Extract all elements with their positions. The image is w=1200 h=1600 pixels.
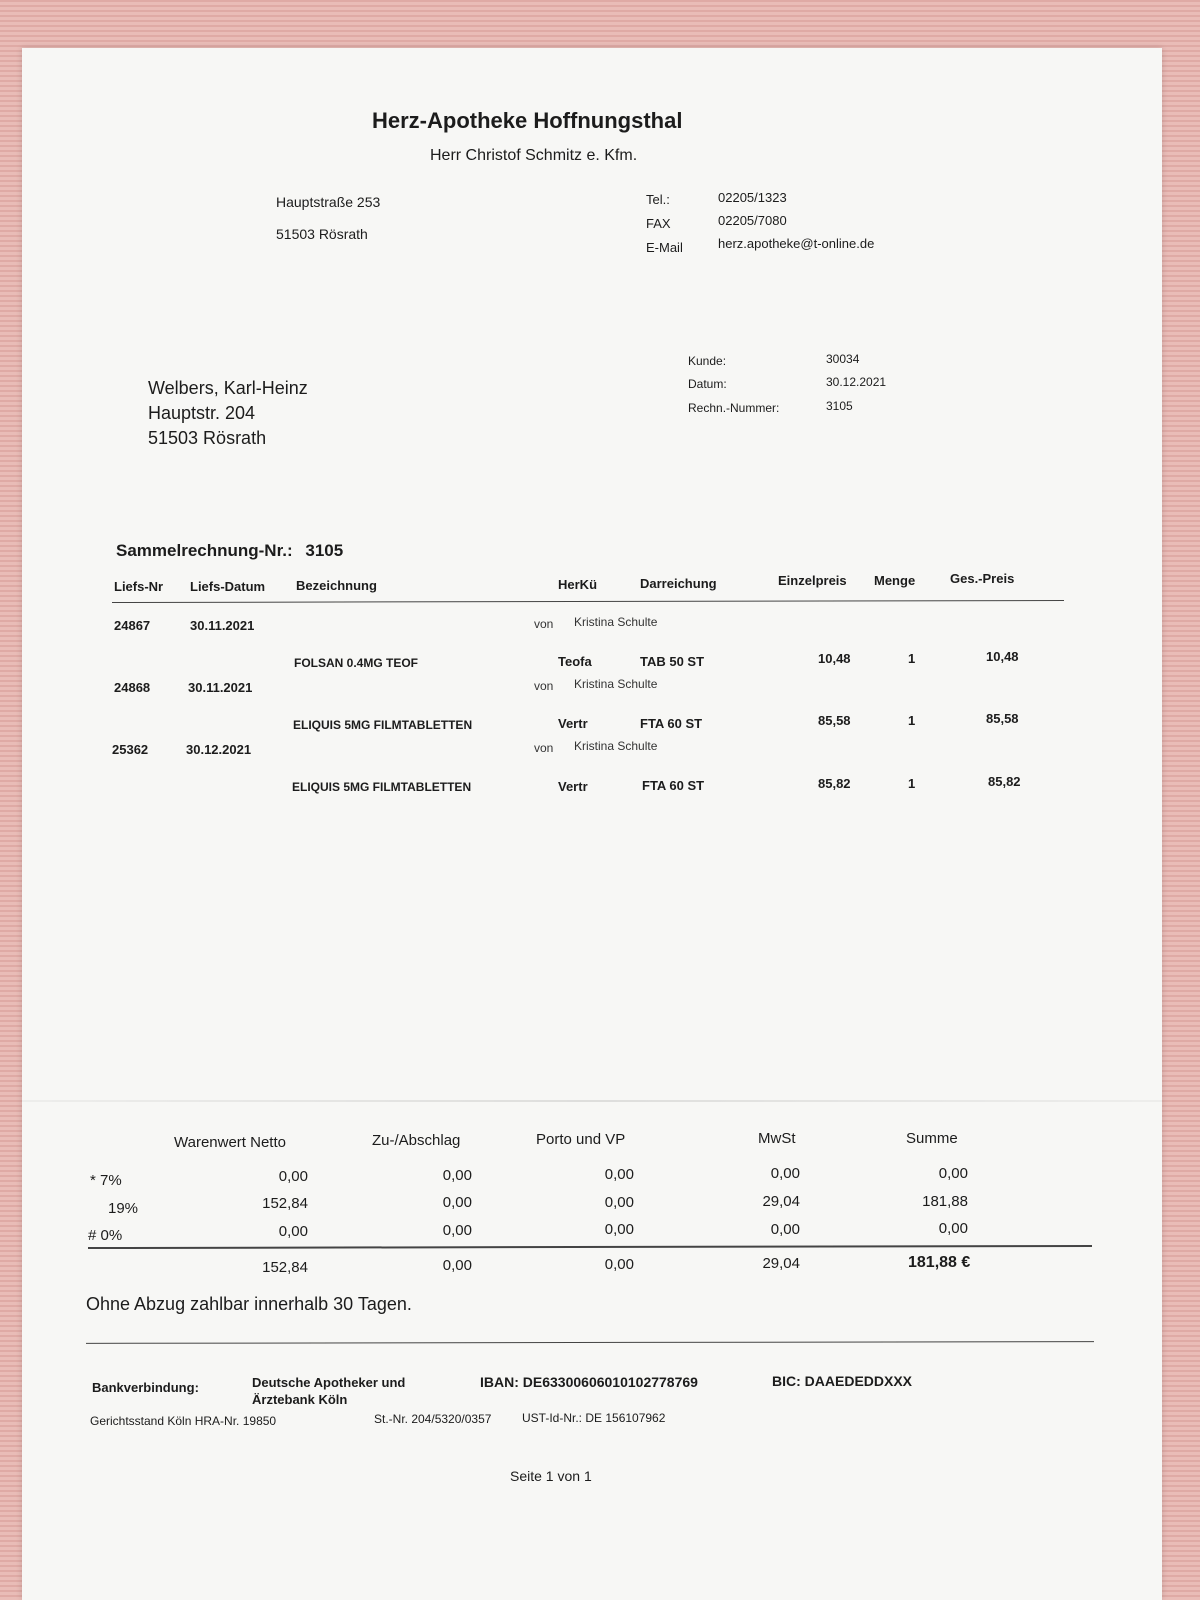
col-liefs-datum: Liefs-Datum bbox=[190, 579, 266, 594]
item-herku: Teofa bbox=[558, 654, 592, 669]
col-liefs-nr: Liefs-Nr bbox=[114, 579, 164, 594]
sum-col-porto: Porto und VP bbox=[536, 1131, 626, 1148]
page-number: Seite 1 von 1 bbox=[510, 1468, 592, 1484]
item-total: 85,58 bbox=[986, 711, 1019, 726]
bic: BIC: DAAEDEDDXXX bbox=[772, 1373, 913, 1389]
delivery-nr: 24867 bbox=[114, 618, 151, 633]
item-name: FOLSAN 0.4MG TEOF bbox=[294, 656, 419, 670]
pharmacy-street: Hauptstraße 253 bbox=[276, 194, 381, 210]
invoice-title-label: Sammelrechnung-Nr.: bbox=[116, 541, 293, 560]
customer-label: Kunde: bbox=[688, 354, 727, 368]
recipient-city: 51503 Rösrath bbox=[148, 428, 267, 448]
rate-label: # 0% bbox=[88, 1227, 123, 1244]
vat-id: UST-Id-Nr.: DE 156107962 bbox=[522, 1411, 666, 1425]
pharmacy-owner: Herr Christof Schmitz e. Kfm. bbox=[430, 147, 638, 164]
total-porto: 0,00 bbox=[604, 1256, 634, 1273]
sum-mwst: 0,00 bbox=[770, 1221, 800, 1238]
invoice-label: Rechn.-Nummer: bbox=[688, 401, 780, 415]
recipient-street: Hauptstr. 204 bbox=[148, 403, 256, 423]
sum-porto: 0,00 bbox=[604, 1166, 634, 1183]
item-qty: 1 bbox=[908, 776, 916, 791]
col-herku: HerKü bbox=[558, 577, 598, 592]
delivery-date: 30.11.2021 bbox=[190, 618, 255, 633]
sum-netto: 0,00 bbox=[278, 1223, 308, 1240]
item-price: 10,48 bbox=[818, 651, 851, 666]
item-form: TAB 50 ST bbox=[640, 654, 705, 669]
invoice-title bbox=[116, 541, 343, 561]
tax-number: St.-Nr. 204/5320/0357 bbox=[374, 1412, 492, 1426]
delivery-date: 30.12.2021 bbox=[186, 742, 252, 757]
iban: IBAN: DE63300606010102778769 bbox=[480, 1374, 698, 1390]
court-register: Gerichtsstand Köln HRA-Nr. 19850 bbox=[90, 1414, 277, 1428]
sum-zu: 0,00 bbox=[442, 1167, 472, 1184]
paper-fold bbox=[22, 1100, 1162, 1102]
col-bezeichnung: Bezeichnung bbox=[296, 578, 377, 593]
sum-col-mwst: MwSt bbox=[758, 1130, 796, 1147]
total-mwst: 29,04 bbox=[762, 1255, 800, 1272]
sum-summe: 0,00 bbox=[938, 1165, 968, 1182]
table-header-rule bbox=[112, 600, 1064, 603]
bank-name-line2: Ärztebank Köln bbox=[252, 1392, 348, 1407]
sum-zu: 0,00 bbox=[442, 1222, 472, 1239]
delivery-nr: 25362 bbox=[112, 742, 149, 757]
invoice-title-number: 3105 bbox=[305, 541, 344, 560]
sum-netto: 152,84 bbox=[262, 1195, 308, 1212]
item-form: FTA 60 ST bbox=[642, 778, 705, 793]
sum-summe: 181,88 bbox=[922, 1193, 968, 1210]
sum-porto: 0,00 bbox=[604, 1194, 634, 1211]
delivery-date: 30.11.2021 bbox=[188, 680, 253, 695]
sum-col-netto: Warenwert Netto bbox=[174, 1134, 286, 1151]
invoice-value: 3105 bbox=[826, 399, 853, 413]
rate-label: 19% bbox=[108, 1200, 139, 1217]
item-name: ELIQUIS 5MG FILMTABLETTEN bbox=[292, 780, 472, 794]
delivery-by: Kristina Schulte bbox=[574, 615, 658, 629]
email-label: E-Mail bbox=[646, 240, 683, 255]
pharmacy-city: 51503 Rösrath bbox=[276, 226, 368, 242]
col-ges-preis: Ges.-Preis bbox=[950, 571, 1015, 586]
sum-summe: 0,00 bbox=[938, 1220, 968, 1237]
sum-netto: 0,00 bbox=[278, 1168, 308, 1185]
tel-value: 02205/1323 bbox=[718, 190, 787, 205]
item-qty: 1 bbox=[908, 713, 916, 728]
date-value: 30.12.2021 bbox=[826, 375, 887, 389]
delivery-von: von bbox=[534, 679, 554, 693]
delivery-nr: 24868 bbox=[114, 680, 151, 695]
item-herku: Vertr bbox=[558, 779, 588, 794]
sum-zu: 0,00 bbox=[442, 1194, 472, 1211]
email-value: herz.apotheke@t-online.de bbox=[718, 236, 875, 251]
item-total: 85,82 bbox=[988, 774, 1021, 789]
item-herku: Vertr bbox=[558, 716, 588, 731]
item-form: FTA 60 ST bbox=[640, 716, 703, 731]
sum-col-zuabschlag: Zu-/Abschlag bbox=[372, 1132, 461, 1149]
delivery-von: von bbox=[534, 617, 554, 631]
item-price: 85,58 bbox=[818, 713, 851, 728]
fax-value: 02205/7080 bbox=[718, 213, 787, 228]
delivery-von: von bbox=[534, 741, 554, 755]
sum-col-summe: Summe bbox=[906, 1130, 958, 1147]
sum-mwst: 29,04 bbox=[762, 1193, 800, 1210]
item-price: 85,82 bbox=[818, 776, 851, 791]
summary-total-rule bbox=[88, 1245, 1092, 1249]
date-label: Datum: bbox=[688, 377, 727, 391]
col-darreichung: Darreichung bbox=[640, 576, 717, 591]
item-qty: 1 bbox=[908, 651, 916, 666]
col-einzelpreis: Einzelpreis bbox=[778, 573, 847, 588]
tel-label: Tel.: bbox=[646, 192, 670, 207]
sum-mwst: 0,00 bbox=[770, 1165, 800, 1182]
bank-label: Bankverbindung: bbox=[92, 1380, 199, 1395]
item-name: ELIQUIS 5MG FILMTABLETTEN bbox=[293, 718, 473, 732]
recipient-name: Welbers, Karl-Heinz bbox=[148, 378, 308, 398]
delivery-by: Kristina Schulte bbox=[574, 677, 658, 691]
item-total: 10,48 bbox=[986, 649, 1019, 664]
customer-value: 30034 bbox=[826, 352, 860, 366]
total-netto: 152,84 bbox=[262, 1259, 308, 1276]
rate-label: * 7% bbox=[90, 1172, 122, 1189]
invoice-paper bbox=[22, 48, 1162, 1600]
sum-porto: 0,00 bbox=[604, 1221, 634, 1238]
total-zu: 0,00 bbox=[442, 1257, 472, 1274]
grand-total: 181,88 € bbox=[908, 1254, 971, 1271]
bank-name-line1: Deutsche Apotheker und bbox=[252, 1375, 406, 1390]
payment-terms: Ohne Abzug zahlbar innerhalb 30 Tagen. bbox=[86, 1294, 412, 1314]
delivery-by: Kristina Schulte bbox=[574, 739, 658, 753]
col-menge: Menge bbox=[874, 573, 916, 588]
fax-label: FAX bbox=[646, 216, 671, 231]
pharmacy-name: Herz-Apotheke Hoffnungsthal bbox=[372, 108, 683, 133]
footer-rule bbox=[86, 1341, 1094, 1344]
